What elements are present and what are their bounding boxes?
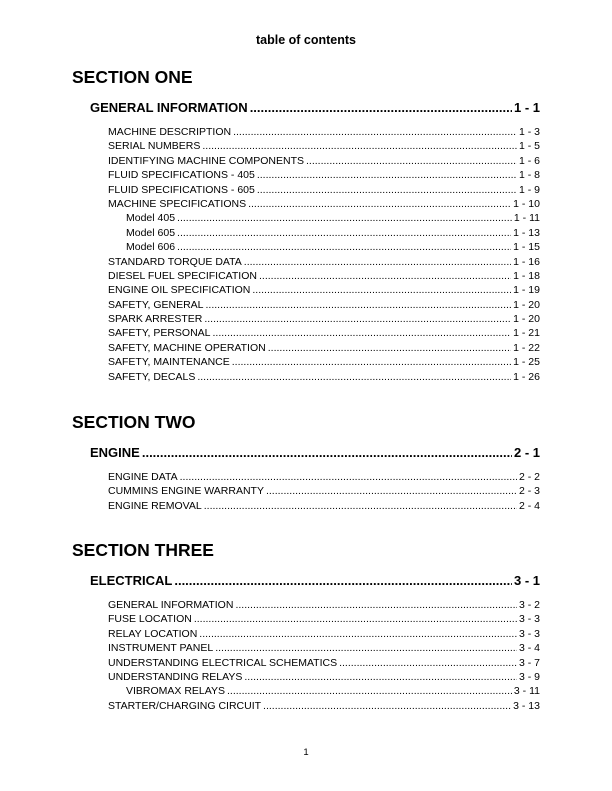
leader-dots — [204, 499, 517, 513]
toc-entry[interactable] — [108, 312, 540, 326]
leader-dots — [233, 125, 517, 139]
toc-entry[interactable] — [108, 341, 540, 355]
toc-entry-label: SAFETY, GENERAL — [108, 298, 204, 311]
toc-entry-page: 3 - 7 — [518, 656, 540, 669]
toc-entry-list — [108, 125, 540, 384]
toc-entry[interactable] — [108, 670, 540, 684]
leader-dots — [244, 670, 517, 684]
toc-entry-page: 1 - 9 — [518, 183, 540, 196]
leader-dots — [232, 355, 511, 369]
toc-group-label: GENERAL INFORMATION — [90, 100, 248, 115]
toc-entry[interactable] — [108, 139, 540, 153]
toc-group-engine[interactable] — [90, 445, 540, 461]
toc-entry-page: 3 - 4 — [518, 642, 540, 655]
toc-entry-page: 1 - 10 — [513, 197, 540, 210]
toc-entry-page: 1 - 16 — [513, 255, 540, 268]
toc-entry[interactable] — [108, 699, 540, 713]
leader-dots — [177, 211, 512, 225]
toc-entry-label: SAFETY, PERSONAL — [108, 327, 211, 340]
toc-entry-page: 2 - 3 — [518, 485, 540, 498]
toc-entry-page: 1 - 25 — [513, 356, 540, 369]
toc-entry-page: 3 - 3 — [518, 627, 540, 640]
leader-dots — [244, 255, 511, 269]
toc-subentry[interactable] — [108, 211, 540, 225]
toc-entry-label: FLUID SPECIFICATIONS - 605 — [108, 183, 255, 196]
toc-entry-label: SAFETY, MAINTENANCE — [108, 356, 230, 369]
section-two — [72, 411, 540, 513]
toc-entry-label: Model 606 — [126, 241, 176, 254]
toc-entry-label: DIESEL FUEL SPECIFICATION — [108, 269, 257, 282]
toc-entry-page: 1 - 19 — [513, 284, 540, 297]
toc-entry-label: FLUID SPECIFICATIONS - 405 — [108, 169, 255, 182]
toc-entry-label: MACHINE SPECIFICATIONS — [108, 197, 247, 210]
toc-entry[interactable] — [108, 183, 540, 197]
toc-entry[interactable] — [108, 269, 540, 283]
leader-dots — [252, 283, 511, 297]
leader-dots — [197, 370, 511, 384]
toc-entry-page: 1 - 20 — [513, 313, 540, 326]
toc-subentry[interactable] — [108, 226, 540, 240]
toc-entry[interactable] — [108, 484, 540, 498]
toc-entry-page: 1 - 11 — [513, 212, 540, 225]
leader-dots — [180, 470, 517, 484]
toc-entry-page: 3 - 9 — [518, 670, 540, 683]
leader-dots — [248, 197, 511, 211]
toc-entry-page: 1 - 13 — [513, 226, 540, 239]
toc-entry[interactable] — [108, 298, 540, 312]
toc-entry-page: 3 - 2 — [518, 599, 540, 611]
toc-entry-page: 1 - 26 — [513, 370, 540, 383]
leader-dots — [199, 627, 517, 641]
toc-entry-label: STANDARD TORQUE DATA — [108, 255, 242, 268]
toc-entry-label: VIBROMAX RELAYS — [126, 685, 226, 698]
toc-entry-page: 2 - 4 — [518, 499, 540, 512]
toc-entry[interactable] — [108, 627, 540, 641]
toc-entry[interactable] — [108, 197, 540, 211]
toc-entry-list — [108, 470, 540, 513]
leader-dots — [206, 298, 512, 312]
toc-entry[interactable] — [108, 470, 540, 484]
leader-dots — [177, 226, 511, 240]
toc-entry-label: FUSE LOCATION — [108, 613, 192, 626]
toc-entry-label: Model 605 — [126, 226, 176, 239]
toc-entry-label: INSTRUMENT PANEL — [108, 642, 214, 655]
toc-entry-page: 1 - 21 — [513, 327, 540, 340]
toc-entry-label: IDENTIFYING MACHINE COMPONENTS — [108, 154, 305, 167]
toc-entry-label: CUMMINS ENGINE WARRANTY — [108, 485, 264, 498]
leader-dots — [263, 699, 511, 713]
toc-entry-label: ENGINE OIL SPECIFICATION — [108, 284, 251, 297]
toc-group-page: 2 - 1 — [513, 445, 540, 460]
leader-dots — [266, 484, 517, 498]
toc-entry-page: 2 - 2 — [518, 471, 540, 483]
leader-dots — [227, 684, 512, 698]
toc-entry[interactable] — [108, 154, 540, 168]
leader-dots — [213, 326, 512, 340]
toc-entry[interactable] — [108, 612, 540, 626]
toc-subentry[interactable] — [108, 684, 540, 698]
toc-entry-label: SPARK ARRESTER — [108, 313, 203, 326]
toc-group-general-information[interactable] — [90, 100, 540, 116]
toc-entry[interactable] — [108, 656, 540, 670]
toc-entry[interactable] — [108, 641, 540, 655]
leader-dots — [339, 656, 517, 670]
toc-entry-label: Model 405 — [126, 212, 176, 225]
toc-entry-page: 1 - 6 — [518, 154, 540, 167]
toc-entry[interactable] — [108, 370, 540, 384]
section-heading: SECTION ONE — [72, 67, 193, 87]
page-title: table of contents — [255, 33, 356, 47]
toc-entry[interactable] — [108, 283, 540, 297]
toc-entry-label: SAFETY, DECALS — [108, 370, 196, 383]
toc-entry-label: UNDERSTANDING RELAYS — [108, 670, 243, 683]
toc-entry[interactable] — [108, 168, 540, 182]
toc-entry-page: 1 - 22 — [513, 341, 540, 354]
toc-entry[interactable] — [108, 355, 540, 369]
section-heading: SECTION TWO — [72, 412, 196, 432]
leader-dots — [257, 183, 517, 197]
toc-entry-label: SAFETY, MACHINE OPERATION — [108, 341, 266, 354]
toc-group-page: 3 - 1 — [513, 573, 540, 588]
page-number: 1 — [303, 747, 309, 758]
toc-entry-label: STARTER/CHARGING CIRCUIT — [108, 699, 262, 712]
leader-dots — [235, 598, 517, 612]
toc-entry[interactable] — [108, 499, 540, 513]
toc-entry-page: 1 - 3 — [518, 126, 540, 138]
leader-dots — [204, 312, 511, 326]
toc-entry-page: 3 - 11 — [513, 685, 540, 698]
leader-dots — [306, 154, 517, 168]
leader-dots — [194, 612, 517, 626]
toc-entry-label: RELAY LOCATION — [108, 627, 198, 640]
leader-dots — [174, 573, 512, 589]
leader-dots — [259, 269, 511, 283]
toc-group-electrical[interactable] — [90, 573, 540, 589]
toc-entry-label: UNDERSTANDING ELECTRICAL SCHEMATICS — [108, 656, 338, 669]
leader-dots — [177, 240, 511, 254]
toc-group-page: 1 - 1 — [513, 100, 540, 115]
toc-entry-page: 3 - 3 — [518, 613, 540, 626]
leader-dots — [257, 168, 517, 182]
toc-entry[interactable] — [108, 598, 540, 612]
toc-entry-page: 1 - 18 — [513, 269, 540, 282]
toc-subentry[interactable] — [108, 240, 540, 254]
toc-entry-label: ENGINE DATA — [108, 471, 178, 483]
toc-entry[interactable] — [108, 125, 540, 139]
toc-entry-page: 1 - 8 — [518, 169, 540, 182]
leader-dots — [250, 100, 512, 116]
toc-entry-label: MACHINE DESCRIPTION — [108, 126, 232, 138]
toc-entry-list — [108, 598, 540, 713]
leader-dots — [142, 445, 512, 461]
section-three — [72, 539, 540, 713]
toc-group-label: ENGINE — [90, 445, 140, 460]
toc-entry-label: GENERAL INFORMATION — [108, 599, 234, 611]
section-one — [72, 66, 540, 384]
leader-dots — [268, 341, 511, 355]
section-heading: SECTION THREE — [72, 540, 214, 560]
toc-entry-page: 1 - 20 — [513, 298, 540, 311]
toc-entry-label: SERIAL NUMBERS — [108, 140, 201, 153]
toc-entry[interactable] — [108, 255, 540, 269]
toc-entry[interactable] — [108, 326, 540, 340]
toc-entry-label: ENGINE REMOVAL — [108, 499, 202, 512]
leader-dots — [202, 139, 517, 153]
toc-group-label: ELECTRICAL — [90, 573, 173, 588]
leader-dots — [215, 641, 517, 655]
toc-entry-page: 3 - 13 — [513, 699, 540, 712]
toc-entry-page: 1 - 5 — [518, 140, 540, 153]
toc-entry-page: 1 - 15 — [513, 241, 540, 254]
